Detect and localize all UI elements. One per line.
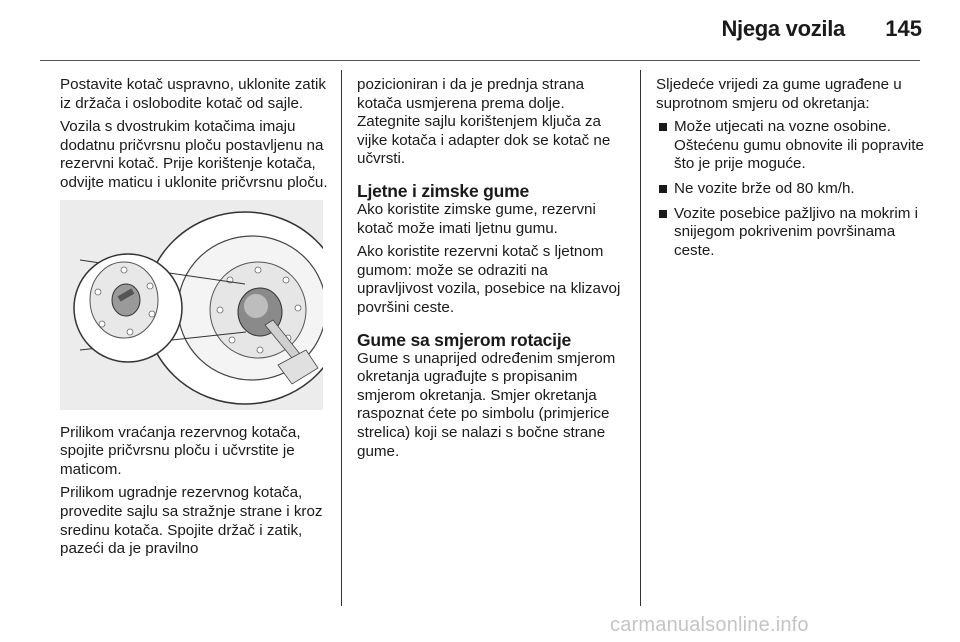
paragraph: Vozila s dvostrukim kotačima imaju dodatnu pričvrsnu ploču postavljenu na rezervni kotač. Prije korištenje kotača, odvijte maticu i uklonite pričvrsnu ploču. (60, 118, 328, 191)
list-item-text: Može utjecati na vozne osobine. Oštećenu gumu obnovite ili popravite što je prije moguće. (674, 118, 924, 173)
page-header (0, 0, 960, 62)
paragraph: pozicioniran i da je prednja strana kotača usmjerena prema dolje. Zategnite sajlu korištenjem ključa za vijke kotača i adapter dok se kotač ne učvrsti. (357, 76, 611, 168)
paragraph: Prilikom ugradnje rezervnog kotača, provedite sajlu sa stražnje strane i kroz sredinu kotača. Spojite držač i zatik, pazeći da je pravilno (60, 484, 323, 558)
bullet-icon (659, 185, 667, 193)
paragraph: Ako koristite zimske gume, rezervni kotač može imati ljetnu gumu. (357, 200, 596, 237)
paragraph: Ako koristite rezervni kotač s ljetnom gumom: može se odraziti na upravljivost vozila, posebice na klizavoj površini ceste. (357, 243, 621, 316)
list-item (656, 205, 926, 261)
spare-wheel-drawing (60, 200, 323, 410)
bullet-list (656, 118, 926, 260)
list-item-text: Vozite posebice pažljivo na mokrim i snijegom pokrivenim površinama ceste. (674, 204, 918, 259)
list-item-text: Ne vozite brže od 80 km/h. (674, 179, 855, 197)
page-number: 145 (885, 16, 922, 41)
bullet-icon (659, 123, 667, 131)
spare-wheel-illustration (60, 200, 323, 410)
header-rule (40, 60, 920, 61)
paragraph: Gume s unaprijed određenim smjerom okretanja ugrađujte s propisanim smjerom okretanja. Smjer okretanja raspoznat ćete po simbolu (primjerice strelica) koji se nalazi s bočne strane gume. (357, 349, 616, 460)
paragraph: Prilikom vraćanja rezervnog kotača, spojite pričvrsnu ploču i učvrstite je maticom. (60, 423, 301, 478)
paragraph: Sljedeće vrijedi za gume ugrađene u suprotnom smjeru od okretanja: (656, 76, 902, 112)
column-2 (357, 76, 625, 466)
watermark: carmanualsonline.info (610, 614, 809, 636)
section-title: Njega vozila (721, 16, 845, 41)
column-1 (60, 76, 335, 564)
list-item (656, 180, 926, 199)
column-divider (640, 70, 641, 606)
list-item (656, 118, 926, 174)
heading-summer-winter-tyres: Ljetne i zimske gume (357, 180, 530, 201)
bullet-icon (659, 210, 667, 218)
paragraph: Postavite kotač uspravno, uklonite zatik iz držača i oslobodite kotač od sajle. (60, 76, 326, 112)
heading-directional-tyres: Gume sa smjerom rotacije (357, 329, 572, 350)
column-divider (341, 70, 342, 606)
column-3 (656, 76, 926, 266)
